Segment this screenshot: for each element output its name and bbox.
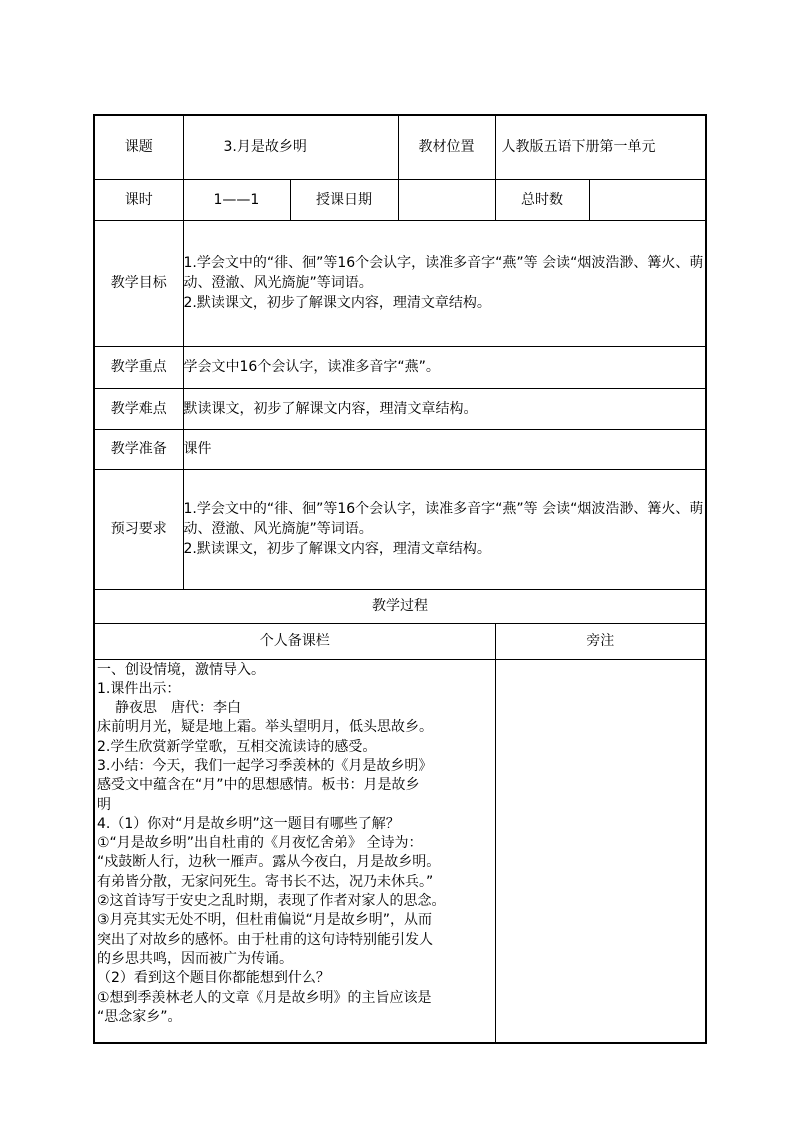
difficulties-row	[94, 388, 706, 429]
total-value	[589, 179, 706, 220]
process-title-row	[94, 589, 706, 623]
process-line: 突出了对故乡的感怀。由于杜甫的这句诗特别能引发人	[97, 931, 433, 948]
period-label: 课时	[94, 179, 183, 220]
process-line: “思念家乡”。	[97, 1008, 182, 1025]
process-line: ②这首诗写于安史之乱时期，表现了作者对家人的思念。	[97, 893, 446, 910]
preview-label: 预习要求	[94, 469, 183, 589]
key-points-text: 学会文中16个会认字，读准多音字“燕”。	[183, 346, 706, 388]
goals-row	[94, 220, 706, 346]
process-line: 4.（1）你对“月是故乡明”这一题目有哪些了解？	[97, 815, 400, 832]
preparation-label: 教学准备	[94, 429, 183, 469]
material-value-text: 人教版五语下册第一单元	[501, 139, 656, 156]
key-points-row	[94, 346, 706, 388]
lesson-plan-table	[93, 114, 707, 1044]
goals-line-1: 1.学会文中的“徘、徊”等16个会认字，读准多音字“燕”等 会读“烟波浩渺、篝火、萌动、澄澈、风光旖旎”等词语。	[183, 255, 704, 291]
date-value	[398, 179, 495, 220]
period-value-text: 1——1	[213, 191, 260, 208]
goals-label: 教学目标	[94, 220, 183, 346]
period-value	[183, 179, 290, 220]
topic-row	[94, 115, 706, 179]
process-line: ①想到季羡林老人的文章《月是故乡明》的主旨应该是	[97, 989, 432, 1006]
process-notes	[495, 659, 706, 1043]
preview-line-1: 1.学会文中的“徘、徊”等16个会认字，读准多音字“燕”等 会读“烟波浩渺、篝火、萌动、澄澈、风光旖旎”等词语。	[183, 501, 704, 537]
process-header-row	[94, 623, 706, 659]
preview-row	[94, 469, 706, 589]
total-label: 总时数	[495, 179, 589, 220]
goals-line-2: 2.默读课文，初步了解课文内容，理清文章结构。	[183, 295, 491, 311]
process-main	[94, 659, 495, 1043]
process-line: 2.学生欣赏新学堂歌，互相交流读诗的感受。	[97, 738, 377, 755]
process-line: 1.课件出示：	[97, 680, 181, 697]
process-body-row	[94, 659, 706, 1043]
goals-content	[183, 220, 706, 346]
process-line: 明	[97, 796, 111, 813]
col-notes-header: 旁注	[495, 623, 706, 659]
process-title: 教学过程	[94, 589, 706, 623]
key-points-label: 教学重点	[94, 346, 183, 388]
process-line: ①“月是故乡明”出自杜甫的《月夜忆舍弟》 全诗为：	[97, 835, 423, 852]
material-value	[495, 115, 706, 179]
col-main-header: 个人备课栏	[94, 623, 495, 659]
process-line: 有弟皆分散，无家问死生。寄书长不达，况乃未休兵。”	[97, 873, 434, 890]
topic-value	[183, 115, 398, 179]
preview-line-2: 2.默读课文，初步了解课文内容，理清文章结构。	[183, 541, 491, 557]
date-label: 授课日期	[290, 179, 398, 220]
process-line: ③月亮其实无处不明，但杜甫偏说“月是故乡明”，从而	[97, 912, 433, 929]
difficulties-text: 默读课文，初步了解课文内容，理清文章结构。	[183, 388, 706, 429]
topic-label: 课题	[94, 115, 183, 179]
process-line: 3.小结：今天，我们一起学习季羡林的《月是故乡明》	[97, 757, 433, 774]
process-line: 感受文中蕴含在“月”中的思想感情。板书：月是故乡	[97, 777, 420, 794]
process-line: “戍鼓断人行，边秋一雁声。露从今夜白，月是故乡明。	[97, 854, 441, 871]
process-line: 床前明月光，疑是地上霜。举头望明月，低头思故乡。	[97, 719, 433, 736]
process-line: 静夜思 唐代：李白	[115, 700, 241, 717]
preview-content	[183, 469, 706, 589]
topic-value-text: 3.月是故乡明	[223, 139, 307, 156]
preparation-row	[94, 429, 706, 469]
difficulties-label: 教学难点	[94, 388, 183, 429]
process-line: 的乡思共鸣，因而被广为传诵。	[97, 950, 293, 967]
preparation-text: 课件	[183, 429, 706, 469]
process-line: 一、创设情境，激情导入。	[97, 661, 265, 678]
material-label: 教材位置	[398, 115, 495, 179]
process-line: （2）看到这个题目你都能想到什么？	[97, 970, 330, 987]
period-row	[94, 179, 706, 220]
